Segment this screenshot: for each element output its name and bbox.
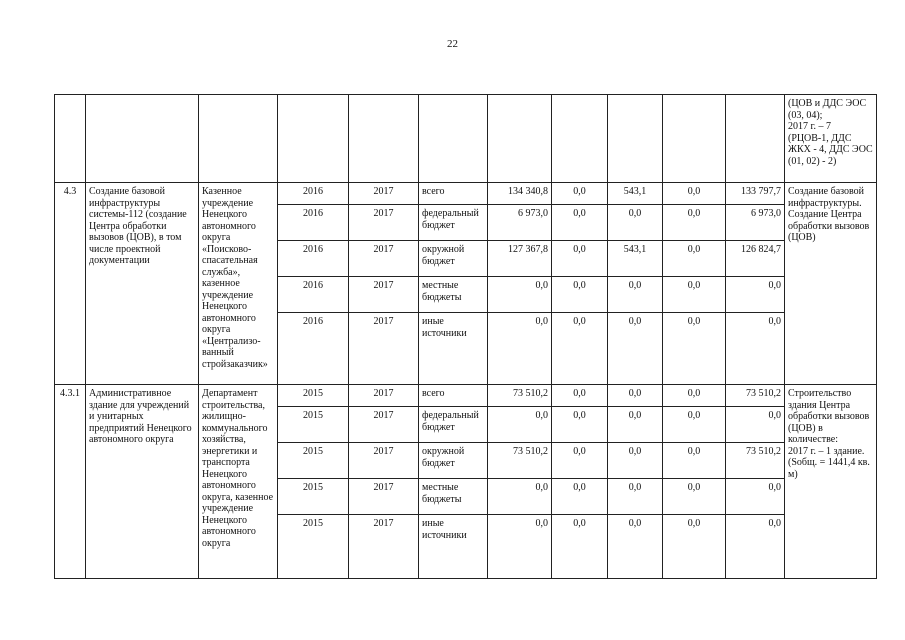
end-year: 2017 [349,241,419,277]
amount-col-4: 0,0 [726,407,785,443]
total-amount: 0,0 [488,313,552,385]
amount-col-4: 126 824,7 [726,241,785,277]
end-year: 2017 [349,407,419,443]
start-year: 2015 [278,515,349,579]
expected-result: Строительство здания Центра обработки вызовов (ЦОВ) в количестве: 2017 г. – 1 здание. (Sобщ. = 1441,4 кв. м) [785,385,877,579]
amount-col-1: 0,0 [552,241,608,277]
funding-source: окружной бюджет [419,443,488,479]
start-year: 2016 [278,183,349,205]
amount-col-1: 0,0 [552,277,608,313]
end-year: 2017 [349,277,419,313]
page-number: 22 [447,38,458,50]
continued-result-cell: (ЦОВ и ДДС ЭОС (03, 04); 2017 г. – 7 (РЦОВ-1, ДДС ЖКХ - 4, ДДС ЭОС (01, 02) - 2) [785,95,877,183]
start-year: 2016 [278,241,349,277]
total-amount: 127 367,8 [488,241,552,277]
amount-col-4: 73 510,2 [726,385,785,407]
amount-col-2: 0,0 [608,385,663,407]
amount-col-4: 0,0 [726,515,785,579]
amount-col-3: 0,0 [663,443,726,479]
end-year: 2017 [349,443,419,479]
funding-source: окружной бюджет [419,241,488,277]
start-year: 2015 [278,385,349,407]
start-year: 2016 [278,277,349,313]
end-year: 2017 [349,313,419,385]
funding-source: иные источники [419,515,488,579]
funding-row [55,183,877,205]
amount-col-1: 0,0 [552,385,608,407]
start-year: 2015 [278,479,349,515]
total-amount: 73 510,2 [488,385,552,407]
funding-source: всего [419,183,488,205]
expected-result: Создание базовой инфраструктуры. Создание Центра обработки вызовов (ЦОВ) [785,183,877,385]
amount-col-4: 73 510,2 [726,443,785,479]
funding-source: местные бюджеты [419,479,488,515]
amount-col-3: 0,0 [663,241,726,277]
total-amount: 134 340,8 [488,183,552,205]
end-year: 2017 [349,515,419,579]
amount-col-4: 133 797,7 [726,183,785,205]
amount-col-2: 0,0 [608,479,663,515]
amount-col-1: 0,0 [552,443,608,479]
funding-source: федеральный бюджет [419,205,488,241]
amount-col-3: 0,0 [663,205,726,241]
amount-col-3: 0,0 [663,407,726,443]
executor-cell: Департамент строительства, жилищно-коммунального хозяйства, энергетики и транспорта Ненецкого автономного округа, казенное учреждение Ненецкого автономного округа [199,385,278,579]
amount-col-4: 0,0 [726,277,785,313]
amount-col-2: 0,0 [608,313,663,385]
amount-col-1: 0,0 [552,205,608,241]
amount-col-1: 0,0 [552,407,608,443]
end-year: 2017 [349,479,419,515]
item-number: 4.3.1 [55,385,86,579]
funding-source: местные бюджеты [419,277,488,313]
total-amount: 73 510,2 [488,443,552,479]
amount-col-2: 0,0 [608,515,663,579]
amount-col-1: 0,0 [552,313,608,385]
amount-col-3: 0,0 [663,313,726,385]
start-year: 2016 [278,313,349,385]
activity-name: Административное здание для учреждений и унитарных предприятий Ненецкого автономного округа [86,385,199,579]
amount-col-4: 0,0 [726,479,785,515]
funding-row [55,385,877,407]
amount-col-3: 0,0 [663,515,726,579]
amount-col-3: 0,0 [663,479,726,515]
end-year: 2017 [349,205,419,241]
item-number: 4.3 [55,183,86,385]
amount-col-3: 0,0 [663,183,726,205]
amount-col-2: 0,0 [608,277,663,313]
funding-source: всего [419,385,488,407]
funding-source: иные источники [419,313,488,385]
amount-col-2: 543,1 [608,183,663,205]
amount-col-1: 0,0 [552,183,608,205]
end-year: 2017 [349,183,419,205]
total-amount: 0,0 [488,515,552,579]
start-year: 2015 [278,407,349,443]
amount-col-3: 0,0 [663,277,726,313]
total-amount: 0,0 [488,479,552,515]
amount-col-1: 0,0 [552,515,608,579]
amount-col-4: 6 973,0 [726,205,785,241]
funding-source: федеральный бюджет [419,407,488,443]
program-activities-table [54,94,877,579]
start-year: 2015 [278,443,349,479]
total-amount: 0,0 [488,277,552,313]
end-year: 2017 [349,385,419,407]
amount-col-1: 0,0 [552,479,608,515]
amount-col-2: 0,0 [608,443,663,479]
continued-row [55,95,877,183]
amount-col-4: 0,0 [726,313,785,385]
total-amount: 0,0 [488,407,552,443]
executor-cell: Казенное учреждение Ненецкого автономного округа «Поисково-спасательная служба», казенное учреждение Ненецкого автономного округа «Централизо-ванный стройзаказчик» [199,183,278,385]
total-amount: 6 973,0 [488,205,552,241]
activity-name: Создание базовой инфраструктуры системы-112 (создание Центра обработки вызовов (ЦОВ), в том числе проектной документации [86,183,199,385]
start-year: 2016 [278,205,349,241]
amount-col-2: 0,0 [608,407,663,443]
amount-col-2: 543,1 [608,241,663,277]
amount-col-3: 0,0 [663,385,726,407]
amount-col-2: 0,0 [608,205,663,241]
